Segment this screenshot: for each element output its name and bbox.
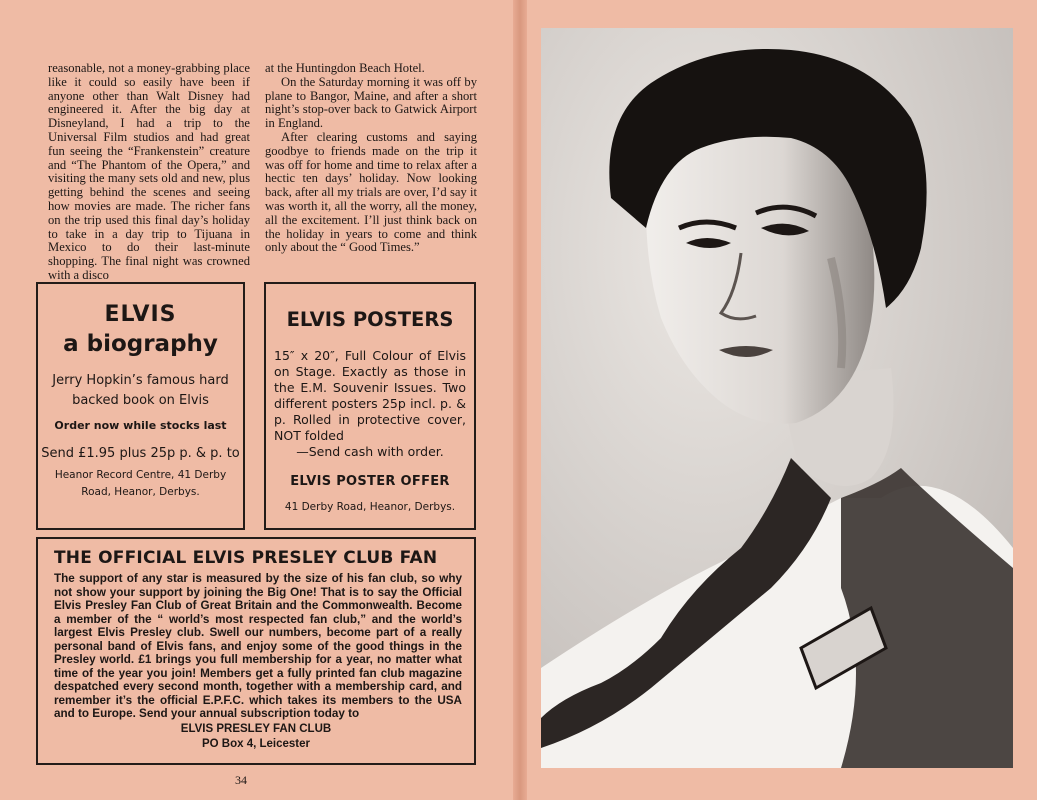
page-gutter (513, 0, 527, 800)
article-column-1 (48, 62, 250, 283)
biography-ad-description: Jerry Hopkin’s famous hard backed book on Elvis (52, 373, 229, 408)
article-column-2 (265, 62, 477, 255)
elvis-portrait-photo (541, 28, 1013, 768)
biography-ad (36, 282, 245, 530)
biography-ad-order-note: Order now while stocks last (54, 419, 227, 432)
posters-ad-address: 41 Derby Road, Heanor, Derbys. (284, 501, 456, 513)
biography-ad-address: Heanor Record Centre, 41 Derby Road, Heanor, Derbys. (54, 469, 227, 498)
fan-club-ad (36, 537, 476, 765)
fan-club-ad-body: The support of any star is measured by the size of his fan club, so why not show your support by joining the Big One! That is to say the Official Elvis Presley Fan Club of Great Britain and the Commonwealth. Become a member of the “ world’s most respected fan club,” and the world’s largest Elvis Presley club. Swell our numbers, become part of a really personal band of Elvis fans, and enjoy some of the good things in the Presley world. £1 brings you full membership for a year, no matter what time of the year you join! Members get a fully printed fan club magazine despatched every second month, together with a membership card, and remember it’s the official E.P.F.C. which takes its members to the USA and to Europe. Send your annual subscription today to (54, 572, 462, 720)
biography-ad-subtitle: a biography (63, 331, 218, 357)
biography-ad-title: ELVIS (104, 302, 177, 327)
posters-ad (264, 282, 476, 530)
posters-ad-title: ELVIS POSTERS (286, 308, 454, 331)
portrait-illustration (541, 28, 1013, 768)
article-paragraph: at the Huntingdon Beach Hotel. (265, 61, 425, 75)
biography-ad-price: Send £1.95 plus 25p p. & p. to (41, 446, 240, 461)
page-number: 34 (235, 773, 247, 787)
posters-ad-cash-note: —Send cash with order. (296, 444, 444, 459)
fan-club-ad-footer-name: ELVIS PRESLEY FAN CLUB (180, 722, 332, 735)
posters-ad-offer: ELVIS POSTER OFFER (290, 474, 450, 489)
posters-ad-description: 15″ x 20″, Full Colour of Elvis on Stage. Exactly as those in the E.M. Souvenir Issues. Two different posters 25p incl. p. & p. Rolled in protective cover, NOT folded (274, 348, 466, 443)
fan-club-ad-title: THE OFFICIAL ELVIS PRESLEY CLUB FAN (54, 548, 438, 568)
fan-club-ad-footer-address: PO Box 4, Leicester (201, 738, 311, 750)
article-paragraph: After clearing customs and saying goodbye to friends made on the trip it was off for home and time to relax after a hectic ten days’ holiday. Now looking back, after all my trials are over, I’d say it was worth it, all the worry, all the money, all the excitement. I’ll just think back on the holiday in years to come and think only about the “ Good Times.” (265, 129, 477, 255)
article-paragraph: reasonable, not a money-grabbing place like it could so easily have been if anyone other than Walt Disney had engineered it. After the big day at Disneyland, I had a trip to the Universal Film studios and had great fun seeing the “Frankenstein” creature and “The Phantom of the Opera,” and visiting the many sets old and new, plus getting behind the scenes and seeing how movies are made. The richer fans on the trip used this final day’s holiday to take in a day trip to Tijuana in Mexico to do their last-minute shopping. The final night was crowned with a disco (48, 61, 250, 282)
article-paragraph: On the Saturday morning it was off by plane to Bangor, Maine, and after a short night’s stop-over back to Gatwick Airport in England. (265, 74, 477, 131)
